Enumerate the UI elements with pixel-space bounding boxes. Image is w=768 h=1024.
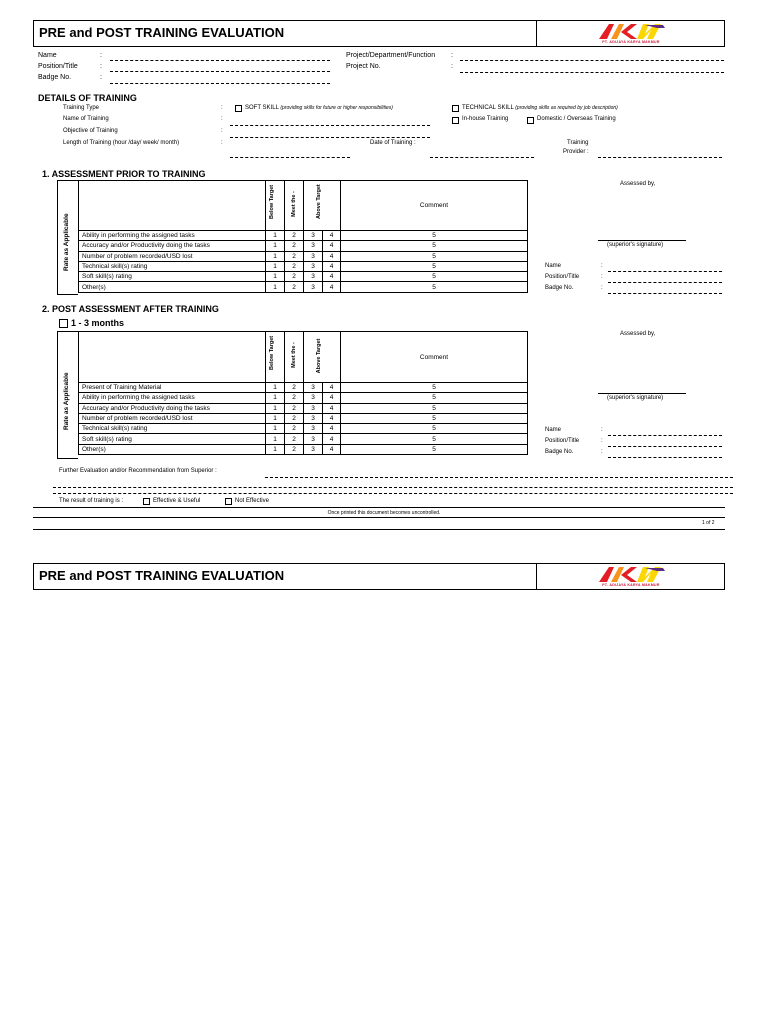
inhouse-label: In-house Training (462, 116, 509, 122)
soft-skill-label: SOFT SKILL (providing skills for future or higher responsibilities) (245, 105, 393, 111)
criteria-label: Accuracy and/or Productivity doing the tasks (79, 403, 266, 413)
rate-column (57, 180, 78, 295)
score-4-cell[interactable]: 4 (323, 383, 341, 393)
effective-checkbox[interactable] (143, 498, 150, 505)
rate-column (57, 331, 78, 459)
project-dept-label: Project/Department/Function (346, 52, 436, 59)
assessment-row (79, 261, 528, 271)
score-1-cell[interactable]: 1 (266, 403, 285, 413)
technical-skill-label: TECHNICAL SKILL (providing skills as required by job description) (462, 105, 618, 111)
score-3-cell[interactable]: 3 (304, 403, 323, 413)
page-header (33, 20, 725, 47)
score-1-cell[interactable]: 1 (266, 282, 285, 292)
section2-heading: 2. POST ASSESSMENT AFTER TRAINING (42, 304, 219, 314)
page2-header (33, 563, 725, 590)
section1-heading: 1. ASSESSMENT PRIOR TO TRAINING (42, 169, 206, 179)
colon: : (221, 140, 223, 146)
further-evaluation-field[interactable] (265, 477, 733, 478)
further-evaluation-label: Further Evaluation and/or Recommendation from Superior : (59, 468, 217, 474)
assessed-by-label: Assessed by, (620, 181, 656, 187)
colon: : (601, 274, 603, 280)
company-logo (536, 564, 725, 589)
above-target-header: Above Target (304, 332, 341, 383)
assessment-row (79, 251, 528, 261)
period-checkbox[interactable] (59, 319, 68, 328)
length-label: Length of Training (hour /day/ week/ month) (63, 140, 180, 146)
score-3-cell[interactable]: 3 (304, 383, 323, 393)
provider-label-1: Training (567, 140, 589, 146)
objective-field[interactable] (230, 137, 430, 138)
footer-divider (33, 507, 725, 508)
score-5-cell[interactable]: 5 (341, 261, 528, 271)
company-logo (536, 21, 725, 46)
akm-logo-icon (597, 22, 667, 40)
score-3-cell[interactable]: 3 (304, 434, 323, 444)
domestic-label: Domestic / Overseas Training (537, 116, 616, 122)
score-1-cell[interactable]: 1 (266, 251, 285, 261)
soft-skill-checkbox[interactable] (235, 105, 242, 112)
score-4-cell[interactable]: 4 (323, 251, 341, 261)
further-evaluation-line[interactable] (53, 487, 733, 488)
score-2-cell[interactable]: 2 (285, 434, 304, 444)
details-heading: DETAILS OF TRAINING (38, 93, 137, 103)
sig-position-field[interactable] (608, 282, 722, 283)
colon: : (100, 63, 102, 70)
colon: : (601, 427, 603, 433)
score-4-cell[interactable]: 4 (323, 444, 341, 454)
criteria-label: Soft skill(s) rating (79, 434, 266, 444)
sig-badge-label: Badge No. (545, 449, 574, 455)
score-5-cell[interactable]: 5 (341, 434, 528, 444)
score-3-cell[interactable]: 3 (304, 413, 323, 423)
training-name-label: Name of Training (63, 116, 109, 122)
score-2-cell[interactable]: 2 (285, 383, 304, 393)
position-field[interactable] (110, 71, 330, 72)
score-1-cell[interactable]: 1 (266, 231, 285, 241)
score-2-cell[interactable]: 2 (285, 413, 304, 423)
name-field[interactable] (110, 60, 330, 61)
score-5-cell[interactable]: 5 (341, 403, 528, 413)
badge-field[interactable] (110, 83, 330, 84)
score-5-cell[interactable]: 5 (341, 272, 528, 282)
score-2-cell[interactable]: 2 (285, 444, 304, 454)
assessment-row (79, 241, 528, 251)
assessment-row (79, 434, 528, 444)
assessment-row (79, 424, 528, 434)
criteria-label: Ability in performing the assigned tasks (79, 393, 266, 403)
score-5-cell[interactable]: 5 (341, 231, 528, 241)
criteria-header (79, 332, 266, 383)
sig-position-label: Position/Title (545, 274, 580, 280)
score-1-cell[interactable]: 1 (266, 383, 285, 393)
assessment-row (79, 272, 528, 282)
page-number: 1 of 2 (702, 520, 715, 526)
score-4-cell[interactable]: 4 (323, 434, 341, 444)
score-3-cell[interactable]: 3 (304, 231, 323, 241)
criteria-header (79, 181, 266, 231)
score-1-cell[interactable]: 1 (266, 261, 285, 271)
length-field[interactable] (230, 157, 350, 158)
meet-target-header: Meet the - (285, 332, 304, 383)
logo-caption: PT. ADIJAYA KARYA MAKMUR (602, 583, 660, 587)
training-type-label: Training Type (63, 105, 100, 111)
score-2-cell[interactable]: 2 (285, 424, 304, 434)
score-4-cell[interactable]: 4 (323, 393, 341, 403)
provider-field[interactable] (598, 157, 722, 158)
colon: : (451, 52, 453, 59)
rate-label: Rate as Applicable (63, 213, 70, 271)
score-5-cell[interactable]: 5 (341, 393, 528, 403)
domestic-checkbox[interactable] (527, 117, 534, 124)
below-target-header: Below Target (266, 181, 285, 231)
assessment-row (79, 282, 528, 292)
inhouse-checkbox[interactable] (452, 117, 459, 124)
name-label: Name (38, 52, 57, 59)
comment-header: Comment (341, 332, 528, 383)
section2-table (78, 331, 528, 455)
score-1-cell[interactable]: 1 (266, 444, 285, 454)
score-5-cell[interactable]: 5 (341, 241, 528, 251)
objective-label: Objective of Training (63, 128, 118, 134)
document-title: PRE and POST TRAINING EVALUATION (39, 25, 285, 40)
score-2-cell[interactable]: 2 (285, 241, 304, 251)
sig-badge-label: Badge No. (545, 285, 574, 291)
score-5-cell[interactable]: 5 (341, 251, 528, 261)
page-end-line (33, 529, 725, 530)
sig-badge-field[interactable] (608, 457, 722, 458)
criteria-label: Number of problem recorded/USD lost (79, 413, 266, 423)
score-3-cell[interactable]: 3 (304, 393, 323, 403)
score-2-cell[interactable]: 2 (285, 231, 304, 241)
score-1-cell[interactable]: 1 (266, 272, 285, 282)
date-label: Date of Training : (370, 140, 416, 146)
colon: : (221, 128, 223, 134)
result-label: The result of training is : (59, 498, 124, 504)
assessed-by-label: Assessed by, (620, 331, 656, 337)
score-2-cell[interactable]: 2 (285, 251, 304, 261)
sig-name-field[interactable] (608, 271, 722, 272)
effective-label: Effective & Useful (153, 498, 201, 504)
score-1-cell[interactable]: 1 (266, 393, 285, 403)
score-5-cell[interactable]: 5 (341, 424, 528, 434)
badge-label: Badge No. (38, 74, 72, 81)
colon: : (100, 52, 102, 59)
score-1-cell[interactable]: 1 (266, 241, 285, 251)
score-2-cell[interactable]: 2 (285, 272, 304, 282)
footer-divider (33, 517, 725, 518)
training-name-field[interactable] (230, 125, 430, 126)
criteria-label: Ability in performing the assigned tasks (79, 231, 266, 241)
score-3-cell[interactable]: 3 (304, 261, 323, 271)
assessment-row (79, 444, 528, 454)
sig-name-label: Name (545, 263, 562, 269)
colon: : (451, 63, 453, 70)
signature-line (598, 240, 686, 241)
sig-badge-field[interactable] (608, 293, 722, 294)
score-3-cell[interactable]: 3 (304, 424, 323, 434)
score-4-cell[interactable]: 4 (323, 424, 341, 434)
score-2-cell[interactable]: 2 (285, 282, 304, 292)
score-4-cell[interactable]: 4 (323, 231, 341, 241)
sig-position-field[interactable] (608, 446, 722, 447)
colon: : (601, 263, 603, 269)
criteria-label: Technical skill(s) rating (79, 261, 266, 271)
period-label: 1 - 3 months (71, 318, 125, 328)
score-5-cell[interactable]: 5 (341, 413, 528, 423)
comment-header: Comment (341, 181, 528, 231)
criteria-label: Accuracy and/or Productivity doing the tasks (79, 241, 266, 251)
score-3-cell[interactable]: 3 (304, 282, 323, 292)
sig-position-label: Position/Title (545, 438, 580, 444)
signature-label: (superior's signature) (607, 242, 664, 248)
logo-caption: PT. ADIJAYA KARYA MAKMUR (602, 40, 660, 44)
assessment-row (79, 413, 528, 423)
provider-label-2: Provider : (563, 149, 589, 155)
colon: : (221, 105, 223, 111)
score-2-cell[interactable]: 2 (285, 393, 304, 403)
score-3-cell[interactable]: 3 (304, 241, 323, 251)
score-4-cell[interactable]: 4 (323, 241, 341, 251)
akm-logo-icon (597, 565, 667, 583)
colon: : (601, 438, 603, 444)
criteria-label: Other(s) (79, 282, 266, 292)
score-2-cell[interactable]: 2 (285, 403, 304, 413)
assessment-row (79, 403, 528, 413)
score-3-cell[interactable]: 3 (304, 251, 323, 261)
technical-skill-checkbox[interactable] (452, 105, 459, 112)
score-3-cell[interactable]: 3 (304, 272, 323, 282)
score-4-cell[interactable]: 4 (323, 261, 341, 271)
section1-table (78, 180, 528, 293)
sig-name-label: Name (545, 427, 562, 433)
assessment-row (79, 383, 528, 393)
score-5-cell[interactable]: 5 (341, 383, 528, 393)
below-target-header: Below Target (266, 332, 285, 383)
score-1-cell[interactable]: 1 (266, 424, 285, 434)
score-4-cell[interactable]: 4 (323, 282, 341, 292)
score-1-cell[interactable]: 1 (266, 434, 285, 444)
date-field[interactable] (430, 157, 534, 158)
uncontrolled-note: Once printed this document becomes uncontrolled. (327, 510, 441, 516)
signature-line (598, 393, 686, 394)
score-5-cell[interactable]: 5 (341, 282, 528, 292)
criteria-label: Other(s) (79, 444, 266, 454)
project-dept-field[interactable] (460, 60, 724, 61)
colon: : (100, 74, 102, 81)
sig-name-field[interactable] (608, 435, 722, 436)
signature-label: (superior's signature) (607, 395, 664, 401)
score-1-cell[interactable]: 1 (266, 413, 285, 423)
document-title: PRE and POST TRAINING EVALUATION (39, 568, 285, 583)
not-effective-label: Not Effective (235, 498, 269, 504)
assessment-row (79, 231, 528, 241)
criteria-label: Soft skill(s) rating (79, 272, 266, 282)
colon: : (601, 285, 603, 291)
further-evaluation-line[interactable] (53, 493, 733, 494)
score-5-cell[interactable]: 5 (341, 444, 528, 454)
colon: : (221, 116, 223, 122)
assessment-row (79, 393, 528, 403)
position-label: Position/Title (38, 63, 78, 70)
not-effective-checkbox[interactable] (225, 498, 232, 505)
rate-label: Rate as Applicable (63, 372, 70, 430)
criteria-label: Technical skill(s) rating (79, 424, 266, 434)
colon: : (601, 449, 603, 455)
above-target-header: Above Target (304, 181, 341, 231)
score-2-cell[interactable]: 2 (285, 261, 304, 271)
meet-target-header: Meet the - (285, 181, 304, 231)
project-no-field[interactable] (460, 72, 724, 73)
project-no-label: Project No. (346, 63, 381, 70)
criteria-label: Present of Training Material (79, 383, 266, 393)
score-4-cell[interactable]: 4 (323, 403, 341, 413)
score-4-cell[interactable]: 4 (323, 413, 341, 423)
score-4-cell[interactable]: 4 (323, 272, 341, 282)
score-3-cell[interactable]: 3 (304, 444, 323, 454)
criteria-label: Number of problem recorded/USD lost (79, 251, 266, 261)
